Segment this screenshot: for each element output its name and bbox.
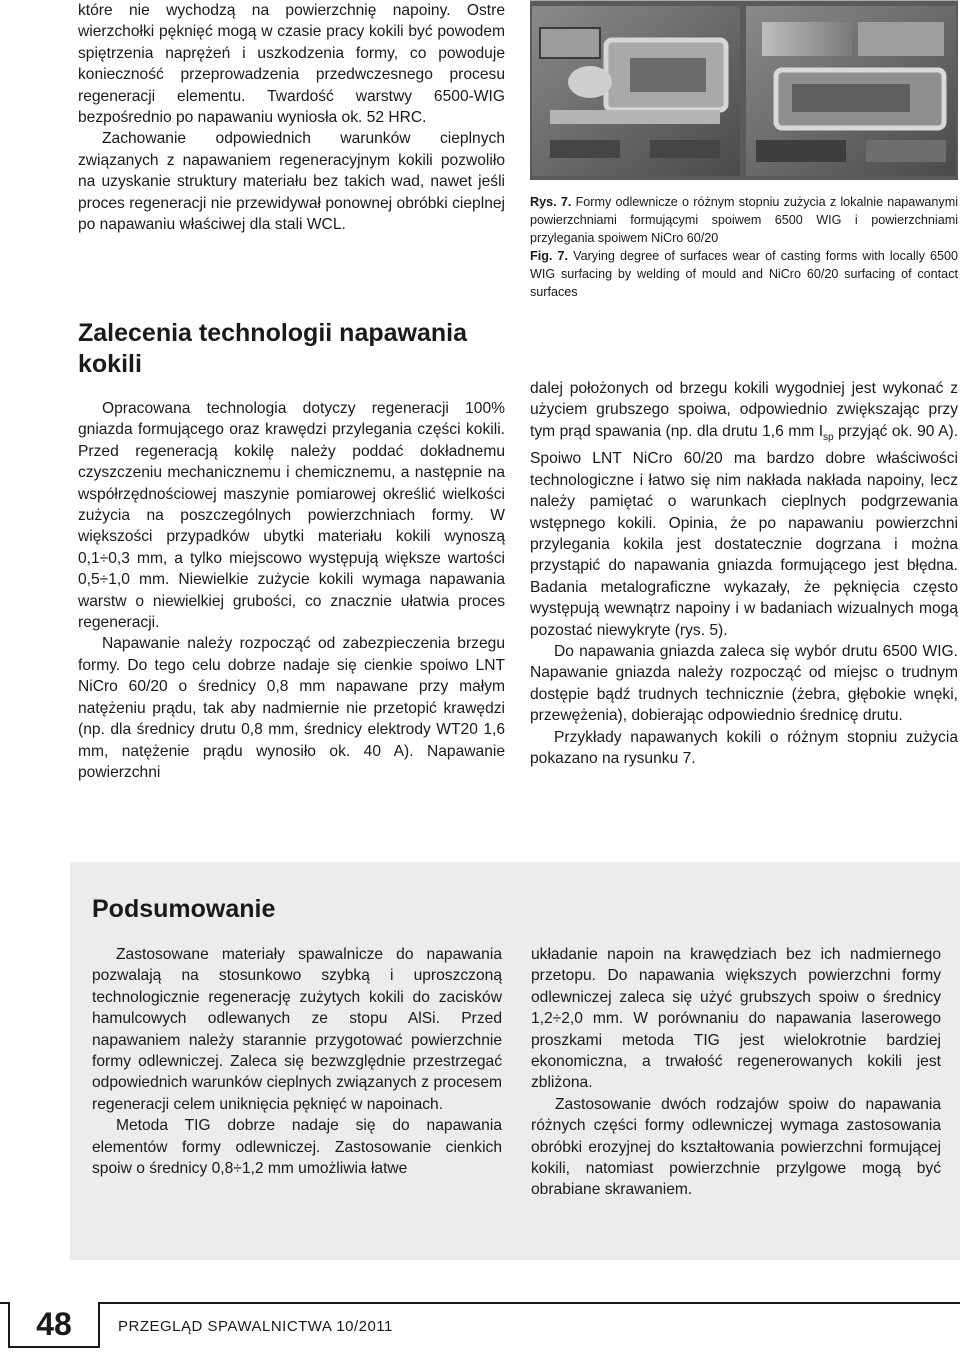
paragraph: Zastosowanie dwóch rodzajów spoiw do napawania różnych części formy odlewniczej wymaga zastosowania obróbki erozyjnej do kształtowania powierzchni formującej kokili, natomiast powierzchnie przylgowe mogą być obrabiane skrawaniem. xyxy=(531,1095,941,1199)
caption-label: Rys. 7. xyxy=(530,195,572,209)
footer-rule xyxy=(0,1302,960,1304)
journal-title: PRZEGLĄD SPAWALNICTWA 10/2011 xyxy=(118,1318,393,1335)
section-heading: Zalecenia technologii napawania kokili xyxy=(78,319,467,378)
summary-left-column xyxy=(92,944,502,1179)
caption-label: Fig. 7. xyxy=(530,249,569,263)
caption-polish xyxy=(530,193,958,247)
figure-photo xyxy=(530,0,958,180)
right-column-bottom xyxy=(530,378,958,769)
paragraph: Przykłady napawanych kokili o różnym stopniu zużycia pokazano na rysunku 7. xyxy=(530,728,958,768)
paragraph: Napawanie należy rozpocząć od zabezpieczenia brzegu formy. Do tego celu dobrze nadaje się cienkie spoiwo LNT NiCro 60/20 o średnicy 0,8 mm napawane przy małym natężeniu prądu, tak aby nadmiernie nie przetopić krawędzi (np. dla średnicy drutu 0,8 mm, średnicy elektrody WT20 1,6 mm, natężenie prądu wynosiło ok. 40 A). Napawanie powierzchni xyxy=(78,635,505,781)
page-number: 48 xyxy=(8,1302,100,1348)
casting-molds-illustration xyxy=(530,0,958,180)
summary-heading: Podsumowanie xyxy=(92,895,276,923)
paragraph xyxy=(530,378,958,641)
text-run: dalej położonych od brzegu kokili wygodniej jest wykonać z użyciem grubszego spoiwa, odpowiednio zwiększając przy tym prąd spawania (np. dla drutu 1,6 mm I xyxy=(530,380,958,440)
left-column-bottom xyxy=(78,398,505,783)
figure-caption xyxy=(530,193,958,301)
summary-right-column xyxy=(531,944,941,1201)
paragraph: układanie napoin na krawędziach bez ich nadmiernego przetopu. Do napawania większych powierzchni formy odlewniczej zaleca się użyć grubszych spoiw o średnicy 1,2÷2,0 mm. W porównaniu do napawania laserowego proszkami metoda TIG jest wielokrotnie bardziej ekonomiczna, a trwałość regenerowanych kokili jest zbliżona. xyxy=(531,946,941,1092)
text-run: przyjąć ok. 90 A). Spoiwo LNT NiCro 60/20 ma bardzo dobre właściwości technologiczne i łatwo się nim nakłada nakłada napoiny, lecz należy pamiętać o warunkach cieplnych podgrzewania wstępnego kokili. Opinia, że po napawaniu powierzchni przylegania kokila jest dostatecznie dogrzana i można przystąpić do napawania gniazda formującego jest błędna. Badania metalograficzne wykazały, że pęknięcia często występują wewnątrz napoiny i w badaniach wizualnych mogą pozostać niewykryte (rys. 5). xyxy=(530,422,958,639)
paragraph: Opracowana technologia dotyczy regeneracji 100% gniazda formującego oraz krawędzi przylegania części kokili. Przed regeneracją kokilę należy poddać dokładnemu czyszczeniu mechanicznemu i chemicznemu, a następnie na współrzędnościowej maszynie pomiarowej określić wielkości zużycia na poszczególnych powierzchniach formy. W większości przypadków ubytki materiału kokili wynoszą 0,1÷0,3 mm, a tylko miejscowo występują większe wartości 0,5÷1,0 mm. Niewielkie zużycie kokili wymaga napawania warstw o niewielkiej grubości, co znacznie ułatwia proces regeneracji. xyxy=(78,400,505,632)
caption-english xyxy=(530,247,958,301)
paragraph: Do napawania gniazda zaleca się wybór drutu 6500 WIG. Napawanie gniazda należy rozpocząć od miejsc o trudnym dostępie bądź trudnych technicznie (żebra, głębokie wnęki, przewężenia), dobierając odpowiednio średnicę drutu. xyxy=(530,642,958,725)
caption-text: Varying degree of surfaces wear of casting forms with locally 6500 WIG surfacing by welding of mould and NiCro 60/20 surfacing of contact surfaces xyxy=(530,249,959,299)
summary-box xyxy=(70,862,960,1260)
paragraph: które nie wychodzą na powierzchnię napoiny. Ostre wierzchołki pęknięć mogą w czasie pracy kokili być powodem spiętrzenia naprężeń i uszkodzenia formy, co powoduje konieczność przeprowadzenia przedwczesnego procesu regeneracji elementu. Twardość warstwy 6500-WIG bezpośrednio po napawaniu wyniosła ok. 52 HRC. xyxy=(78,2,505,127)
paragraph: Metoda TIG dobrze nadaje się do napawania elementów formy odlewniczej. Zastosowanie cienkich spoiw o średnicy 0,8÷1,2 mm umożliwia łatwe xyxy=(92,1117,502,1178)
left-column-top xyxy=(78,0,505,235)
subscript: sp xyxy=(823,431,834,443)
paragraph: Zastosowane materiały spawalnicze do napawania pozwalają na stosunkowo szybką i uproszczoną technologicznie regenerację zużytych kokili do zacisków hamulcowych odlewanych ze stopu AlSi. Przed napawaniem należy starannie przygotować powierzchnie formy odlewniczej. Zaleca się bezwzględnie przestrzegać odpowiednich warunków cieplnych związanych z procesem regeneracji celem uniknięcia pęknięć w napoinach. xyxy=(92,946,502,1113)
caption-text: Formy odlewnicze o różnym stopniu zużycia z lokalnie napawanymi powierzchniami formującymi spoiwem 6500 WIG i powierzchniami przylegania spoiwem NiCro 60/20 xyxy=(530,195,959,245)
paragraph: Zachowanie odpowiednich warunków cieplnych związanych z napawaniem regeneracyjnym kokili pozwoliło na uzyskanie struktury materiału bez takich wad, nawet jeśli proces regeneracji nie przewidywał ponownej obróbki cieplnej po napawaniu właściwej dla stali WCL. xyxy=(78,130,505,234)
